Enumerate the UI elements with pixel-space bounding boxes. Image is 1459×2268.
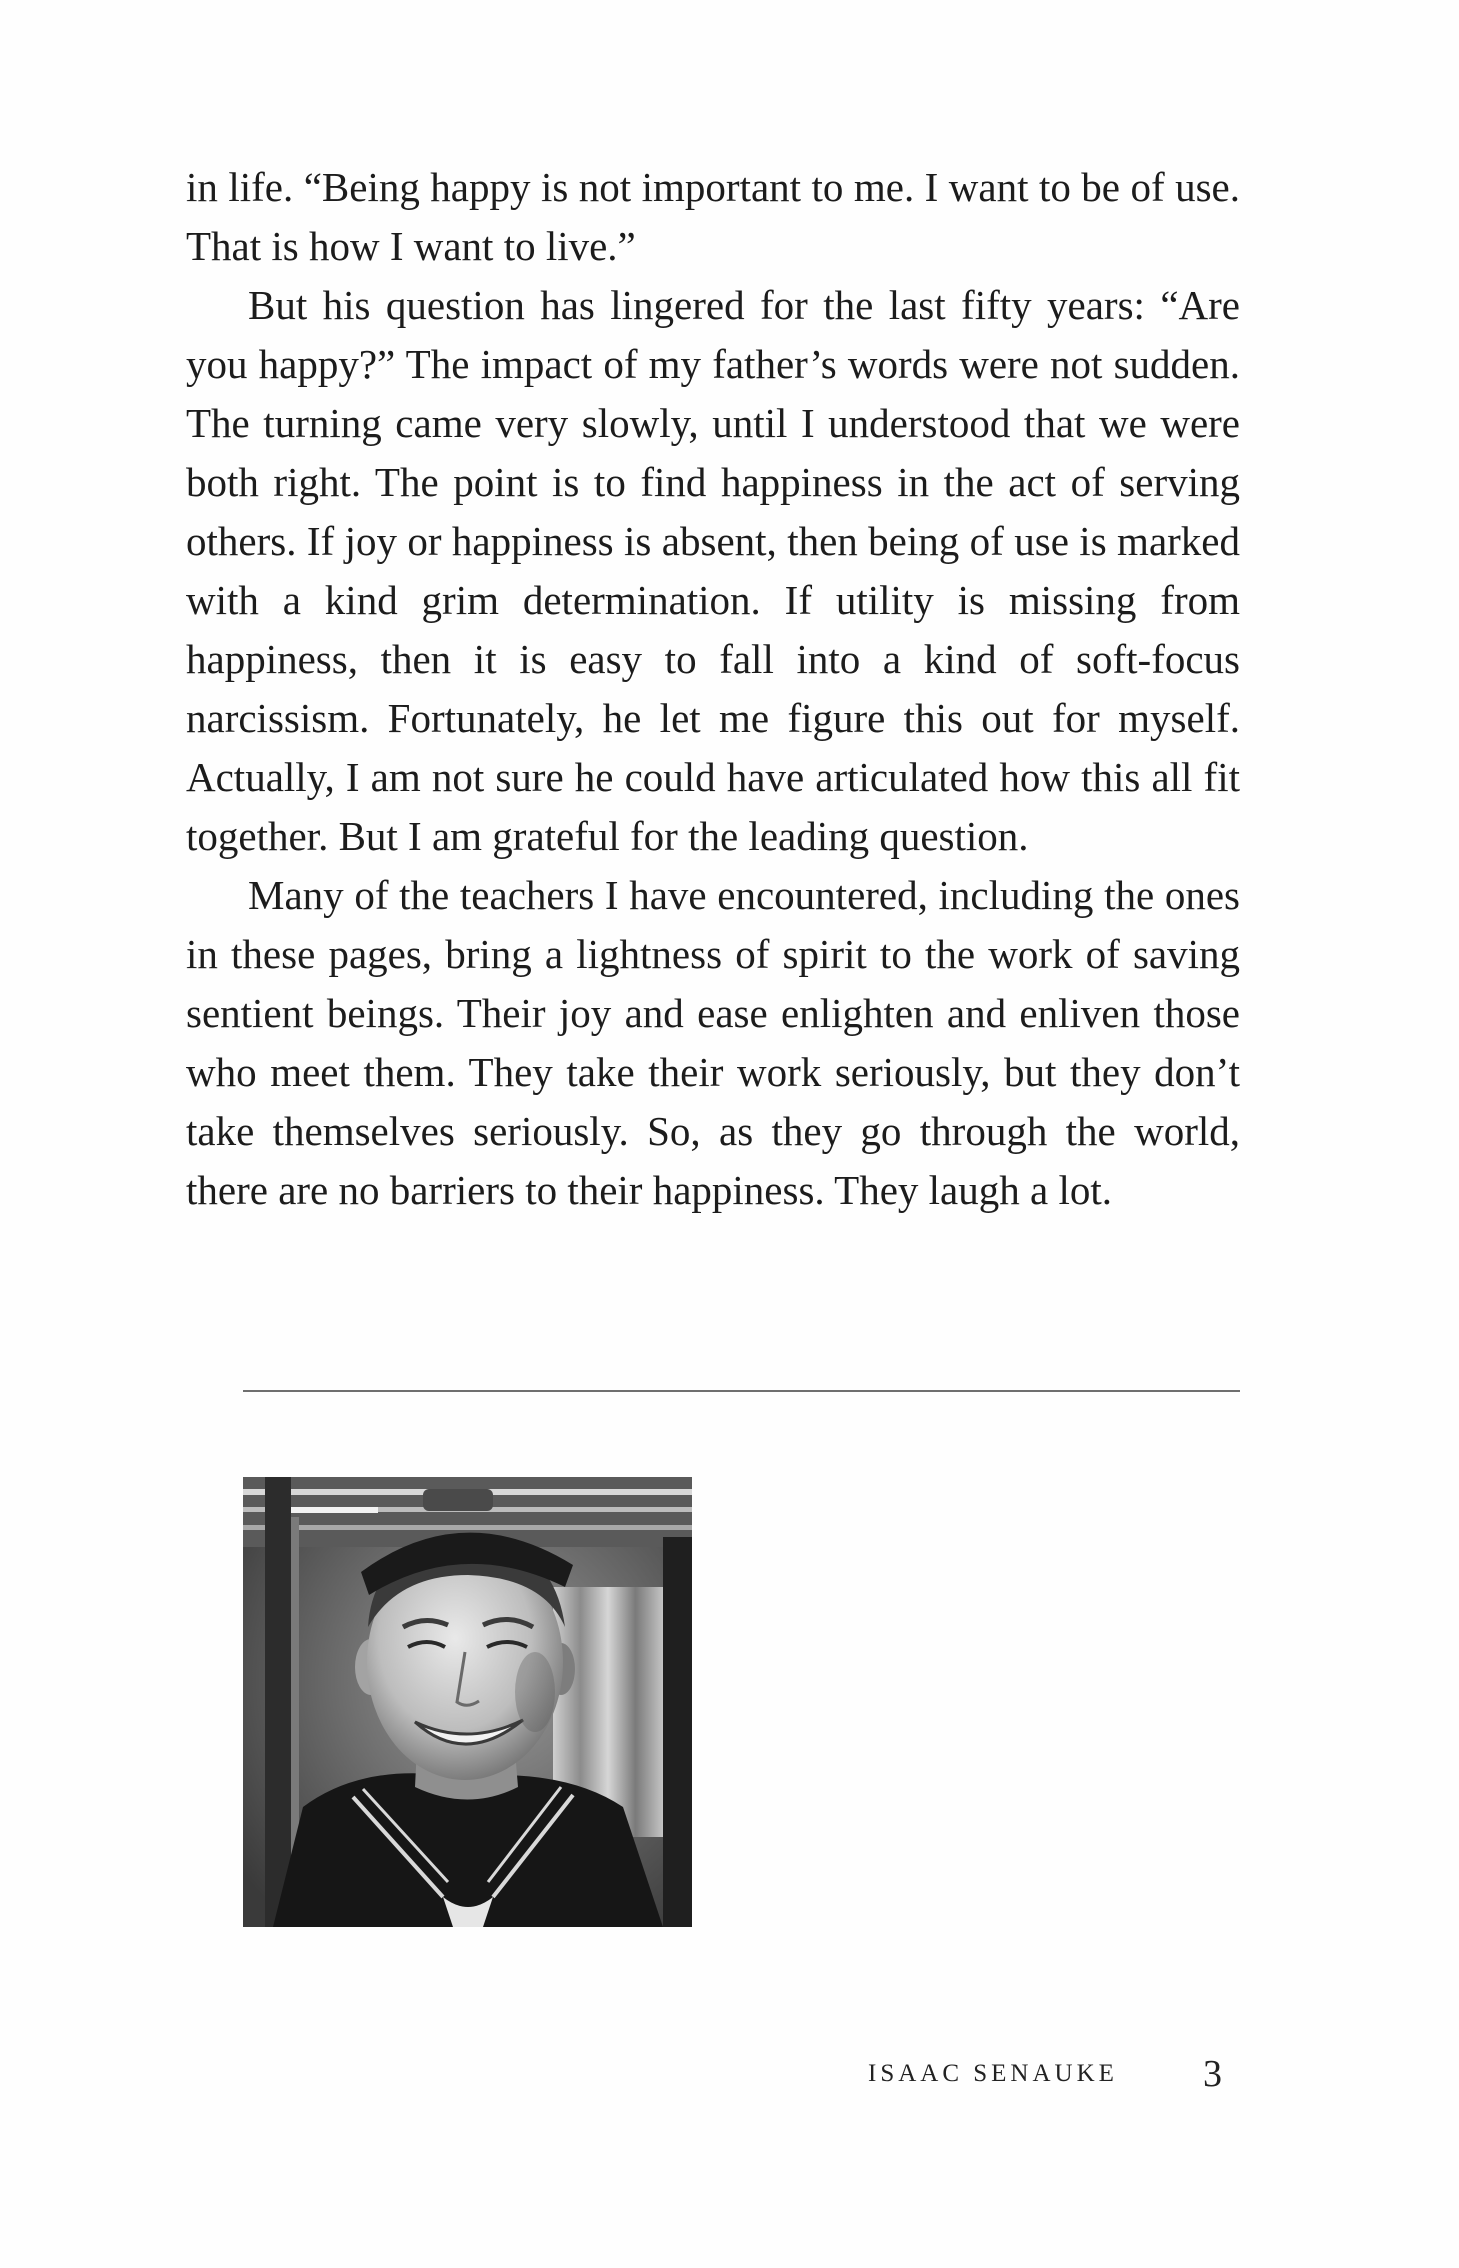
sailor-portrait-photo <box>243 1477 692 1927</box>
paragraph: But his question has lingered for the last fifty years: “Are you happy?” The impact of my father’s words were not sudden. The turning came very slowly, until I understood that we were both right. The point is to find happiness in the act of serving others. If joy or happiness is absent, then being of use is marked with a kind grim determination. If utility is missing from happiness, then it is easy to fall into a kind of soft-focus narcissism. Fortunately, he let me figure this out for myself. Actually, I am not sure he could have articulated how this all fit together. But I am grateful for the leading question. <box>186 282 1240 859</box>
photo-illustration <box>243 1477 692 1927</box>
paragraph-continued: in life. “Being happy is not important to me. I want to be of use. That is how I want to live.” <box>186 164 1240 269</box>
section-divider <box>243 1390 1240 1392</box>
running-head-author: ISAAC SENAUKE <box>868 2060 1118 2087</box>
paragraph: Many of the teachers I have encountered, including the ones in these pages, bring a lightness of spirit to the work of saving sentient beings. Their joy and ease enlighten and enliven those who meet them. They take their work seriously, but they don’t take themselves seriously. So, as they go through the world, there are no barriers to their happiness. They laugh a lot. <box>186 872 1240 1213</box>
page-number: 3 <box>1203 2053 1222 2095</box>
body-text <box>186 158 1240 1220</box>
